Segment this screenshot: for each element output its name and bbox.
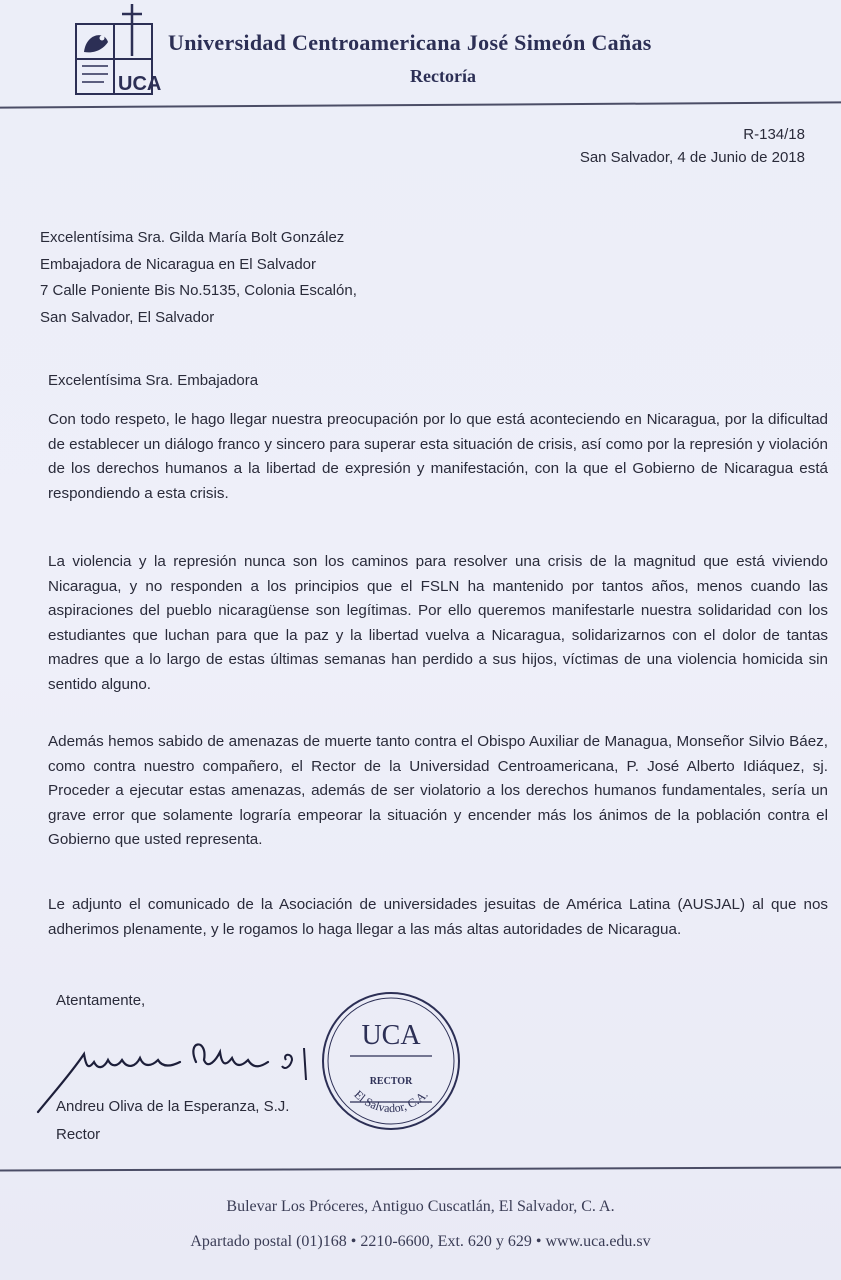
svg-text:UCA: UCA xyxy=(118,73,162,95)
signer-title: Rector xyxy=(56,1126,101,1143)
letter-date: San Salvador, 4 de Junio de 2018 xyxy=(579,149,805,166)
reference-number: R-134/18 xyxy=(743,126,805,143)
official-stamp xyxy=(320,990,462,1132)
recipient-block xyxy=(40,225,357,331)
footer-address: Bulevar Los Próceres, Antiguo Cuscatlán, El Salvador, C. A. xyxy=(226,1198,615,1215)
department-name: Rectoría xyxy=(410,66,476,86)
body-paragraph: La violencia y la represión nunca son los caminos para resolver una crisis de la magnitud que está viviendo Nicaragua, y no responden a los principios que el FSLN ha mantenido por tantos años, menos cuando las aspiraciones del pueblo nicaragüense son legítimas. Por ello queremos manifestarle nuestra solidaridad con los estudiantes que luchan para que la paz y la libertad vuelva a Nicaragua, solidarizarnos con el dolor de tantas madres que a lo largo de estas últimas semanas han perdido a sus hijos, víctimas de una violencia homicida sin sentido alguno. xyxy=(48,553,828,693)
recipient-line: 7 Calle Poniente Bis No.5135, Colonia Escalón, xyxy=(40,282,357,299)
svg-text:El Salvador, C.A.: El Salvador, C.A. xyxy=(351,1087,431,1116)
body-paragraph: Además hemos sabido de amenazas de muerte tanto contra el Obispo Auxiliar de Managua, Monseñor Silvio Báez, como contra nuestro compañero, el Rector de la Universidad Centroamericana, P. José Alberto Idiáquez, sj. Proceder a ejecutar estas amenazas, además de ser violatorio a los derechos humanos fundamentales, sería un grave error que solamente lograría empeorar la situación y encender más los ánimos de la población contra el Gobierno que usted representa. xyxy=(48,733,828,848)
uca-logo xyxy=(74,4,162,96)
recipient-line: Embajadora de Nicaragua en El Salvador xyxy=(40,255,316,273)
header-divider xyxy=(0,101,841,108)
body-paragraph: Le adjunto el comunicado de la Asociación de universidades jesuitas de América Latina (AUSJAL) al que nos adherimos plenamente, y le rogamos lo haga llegar a las más altas autoridades de Nicaragua. xyxy=(48,896,828,938)
closing: Atentamente, xyxy=(56,992,146,1009)
footer-divider xyxy=(0,1167,841,1172)
recipient-line: San Salvador, El Salvador xyxy=(40,308,215,326)
salutation: Excelentísima Sra. Embajadora xyxy=(48,372,259,389)
body-paragraph: Con todo respeto, le hago llegar nuestra preocupación por lo que está aconteciendo en Nicaragua, por la dificultad de establecer un diálogo franco y sincero para superar esta situación de crisis, así como por la represión y violación de los derechos humanos a la libertad de expresión y manifestación, con la que el Gobierno de Nicaragua está respondiendo a esta crisis. xyxy=(48,411,828,502)
svg-text:RECTOR: RECTOR xyxy=(369,1076,413,1087)
recipient-line: Excelentísima Sra. Gilda María Bolt González xyxy=(40,229,345,246)
footer-contact: Apartado postal (01)168 • 2210-6600, Ext. 620 y 629 • www.uca.edu.sv xyxy=(190,1233,651,1250)
signer-name: Andreu Oliva de la Esperanza, S.J. xyxy=(56,1098,290,1115)
svg-text:UCA: UCA xyxy=(361,1020,421,1051)
institution-name: Universidad Centroamericana José Simeón Cañas xyxy=(168,30,652,55)
